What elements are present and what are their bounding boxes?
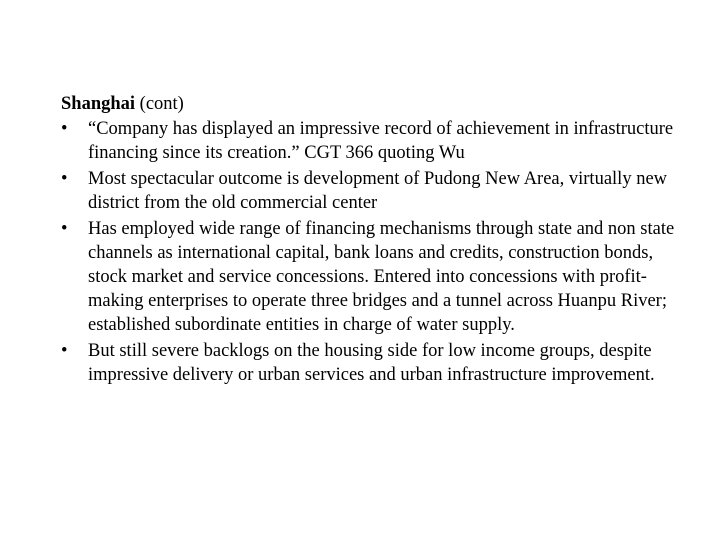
bullet-item — [61, 339, 681, 387]
bullet-icon: • — [61, 341, 68, 361]
bullet-text: Most spectacular outcome is development of Pudong New Area, virtually new district from the old commercial center — [88, 169, 668, 213]
bullet-text: But still severe backlogs on the housing side for low income groups, despite impressive delivery or urban services and urban infrastructure improvement. — [88, 341, 655, 385]
slide-heading — [61, 92, 681, 116]
bullet-icon: • — [61, 119, 68, 139]
heading-bold: Shanghai — [61, 94, 136, 114]
heading-rest: (cont) — [135, 94, 184, 114]
bullet-text: Has employed wide range of financing mechanisms through state and non state channels as international capital, bank loans and credits, construction bonds, stock market and service concessions. Entered into concessions with profit-making enterprises to operate three bridges and a tunnel across Huanpu River; established subordinate entities in charge of water supply. — [88, 219, 675, 335]
bullet-icon: • — [61, 219, 68, 239]
bullet-item — [61, 117, 681, 165]
bullet-icon: • — [61, 169, 68, 189]
slide-body — [61, 92, 681, 389]
bullet-list — [61, 117, 681, 387]
bullet-item — [61, 167, 681, 215]
bullet-text: “Company has displayed an impressive record of achievement in infrastructure financing since its creation.” CGT 366 quoting Wu — [88, 119, 674, 163]
bullet-item — [61, 217, 681, 337]
